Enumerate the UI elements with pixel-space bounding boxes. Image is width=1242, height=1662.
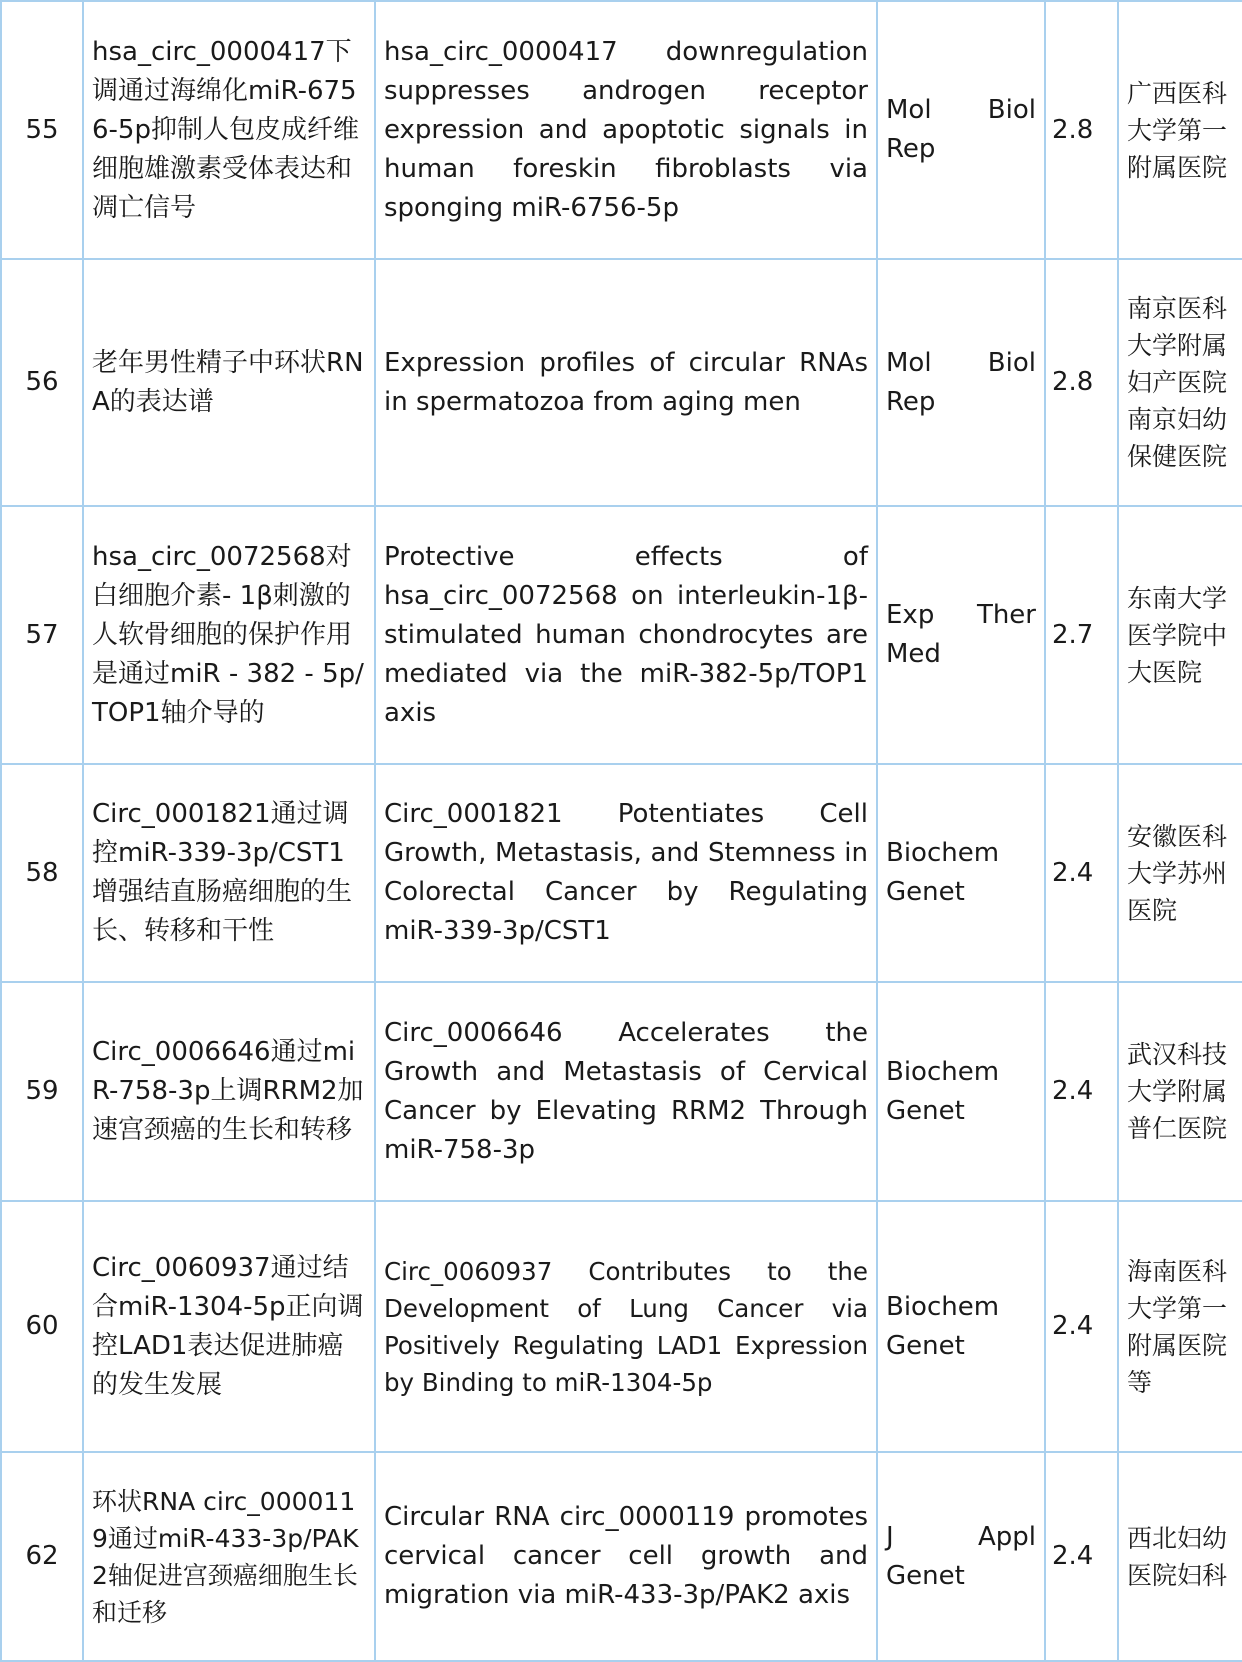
journal-name: Biochem Genet xyxy=(877,1201,1045,1452)
institution: 南京医科大学附属妇产医院南京妇幼保健医院 xyxy=(1118,259,1242,506)
english-title: Circ_0060937 Contributes to the Development of Lung Cancer via Positively Regulating LAD1 Expression by Binding to miR-1304-5p xyxy=(375,1201,877,1452)
table-row xyxy=(1,1,1242,259)
table-row xyxy=(1,764,1242,982)
english-title: Circular RNA circ_0000119 promotes cervical cancer cell growth and migration via miR-433-3p/PAK2 axis xyxy=(375,1452,877,1661)
institution: 海南医科大学第一附属医院等 xyxy=(1118,1201,1242,1452)
english-title: Expression profiles of circular RNAs in spermatozoa from aging men xyxy=(375,259,877,506)
journal-name: Biochem Genet xyxy=(877,982,1045,1201)
impact-factor: 2.4 xyxy=(1045,1201,1118,1452)
chinese-title: 环状RNA circ_0000119通过miR-433-3p/PAK2轴促进宫颈癌细胞生长和迁移 xyxy=(83,1452,375,1661)
row-number: 55 xyxy=(1,1,83,259)
english-title: hsa_circ_0000417 downregulation suppresses androgen receptor expression and apoptotic signals in human foreskin fibroblasts via sponging miR-6756-5p xyxy=(375,1,877,259)
impact-factor: 2.8 xyxy=(1045,1,1118,259)
institution: 西北妇幼医院妇科 xyxy=(1118,1452,1242,1661)
chinese-title: hsa_circ_0000417下调通过海绵化miR-6756-5p抑制人包皮成纤维细胞雄激素受体表达和凋亡信号 xyxy=(83,1,375,259)
chinese-title: 老年男性精子中环状RNA的表达谱 xyxy=(83,259,375,506)
institution: 东南大学医学院中大医院 xyxy=(1118,506,1242,764)
table-row xyxy=(1,1201,1242,1452)
row-number: 59 xyxy=(1,982,83,1201)
journal-name: Mol Biol Rep xyxy=(877,259,1045,506)
english-title: Protective effects of hsa_circ_0072568 on interleukin-1β-stimulated human chondrocytes are mediated via the miR-382-5p/TOP1 axis xyxy=(375,506,877,764)
impact-factor: 2.4 xyxy=(1045,982,1118,1201)
impact-factor: 2.7 xyxy=(1045,506,1118,764)
chinese-title: hsa_circ_0072568对白细胞介素- 1β刺激的人软骨细胞的保护作用是通过miR - 382 - 5p/TOP1轴介导的 xyxy=(83,506,375,764)
row-number: 62 xyxy=(1,1452,83,1661)
institution: 广西医科大学第一附属医院 xyxy=(1118,1,1242,259)
row-number: 60 xyxy=(1,1201,83,1452)
table-row xyxy=(1,506,1242,764)
row-number: 58 xyxy=(1,764,83,982)
chinese-title: Circ_0060937通过结合miR-1304-5p正向调控LAD1表达促进肺癌的发生发展 xyxy=(83,1201,375,1452)
chinese-title: Circ_0006646通过miR-758-3p上调RRM2加速宫颈癌的生长和转移 xyxy=(83,982,375,1201)
table-row xyxy=(1,259,1242,506)
table-row xyxy=(1,982,1242,1201)
english-title: Circ_0001821 Potentiates Cell Growth, Metastasis, and Stemness in Colorectal Cancer by Regulating miR-339-3p/CST1 xyxy=(375,764,877,982)
journal-name: J Appl Genet xyxy=(877,1452,1045,1661)
institution: 武汉科技大学附属普仁医院 xyxy=(1118,982,1242,1201)
journal-name: Biochem Genet xyxy=(877,764,1045,982)
impact-factor: 2.8 xyxy=(1045,259,1118,506)
journal-name: Mol Biol Rep xyxy=(877,1,1045,259)
institution: 安徽医科大学苏州医院 xyxy=(1118,764,1242,982)
journal-name: Exp Ther Med xyxy=(877,506,1045,764)
impact-factor: 2.4 xyxy=(1045,764,1118,982)
row-number: 57 xyxy=(1,506,83,764)
row-number: 56 xyxy=(1,259,83,506)
chinese-title: Circ_0001821通过调控miR-339-3p/CST1增强结直肠癌细胞的生长、转移和干性 xyxy=(83,764,375,982)
table-row xyxy=(1,1452,1242,1661)
impact-factor: 2.4 xyxy=(1045,1452,1118,1661)
english-title: Circ_0006646 Accelerates the Growth and Metastasis of Cervical Cancer by Elevating RRM2 Through miR-758-3p xyxy=(375,982,877,1201)
